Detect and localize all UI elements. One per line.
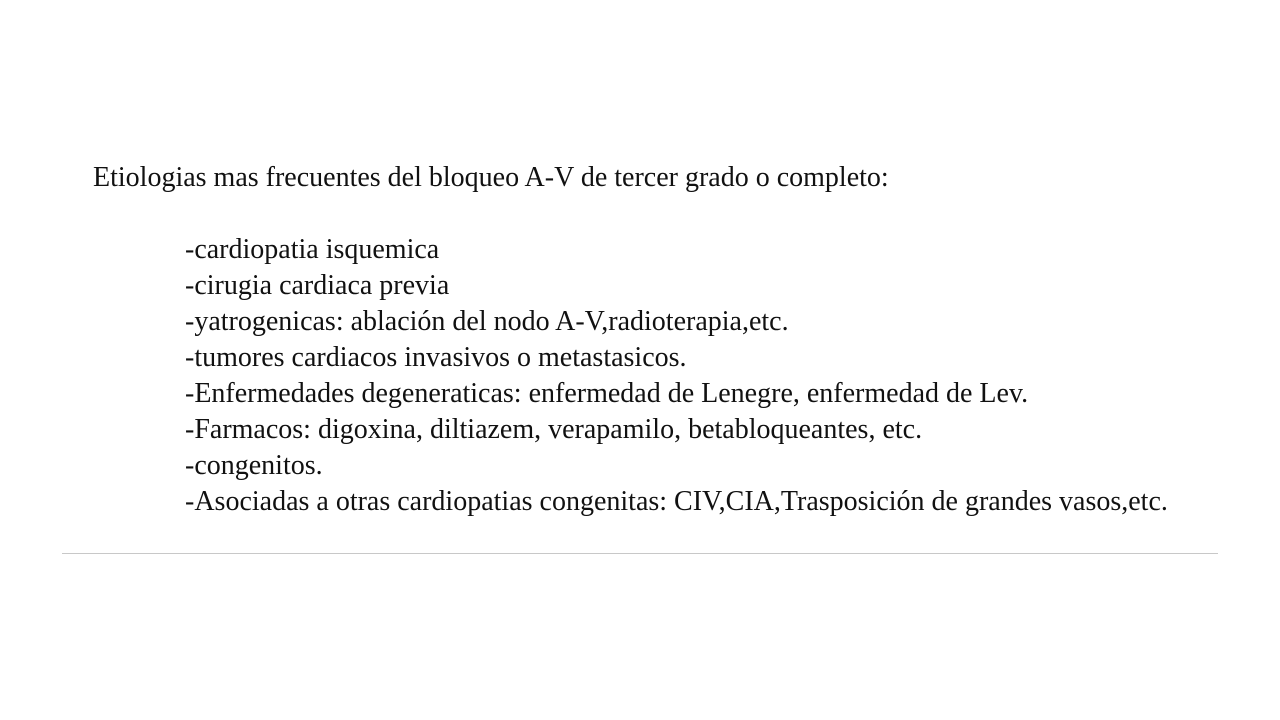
list-item: -yatrogenicas: ablación del nodo A-V,radioterapia,etc. (185, 306, 789, 337)
document-body (93, 160, 1193, 520)
list-item: -Farmacos: digoxina, diltiazem, verapamilo, betabloqueantes, etc. (185, 414, 923, 445)
blank-line (93, 196, 1193, 232)
list-item: -Enfermedades degeneraticas: enfermedad de Lenegre, enfermedad de Lev. (185, 378, 1029, 409)
list-item: -tumores cardiacos invasivos o metastasicos. (185, 342, 687, 373)
list-item: -cardiopatia isquemica (185, 234, 440, 265)
list-item-wrapped: -Asociadas a otras cardiopatias congenitas: CIV,CIA,Trasposición de grandes vasos,etc. (185, 486, 1168, 517)
list-item: -cirugia cardiaca previa (185, 270, 450, 301)
page-break-divider (62, 553, 1218, 554)
document-heading: Etiologias mas frecuentes del bloqueo A-V de tercer grado o completo: (93, 162, 889, 193)
list-item: -congenitos. (185, 450, 323, 481)
